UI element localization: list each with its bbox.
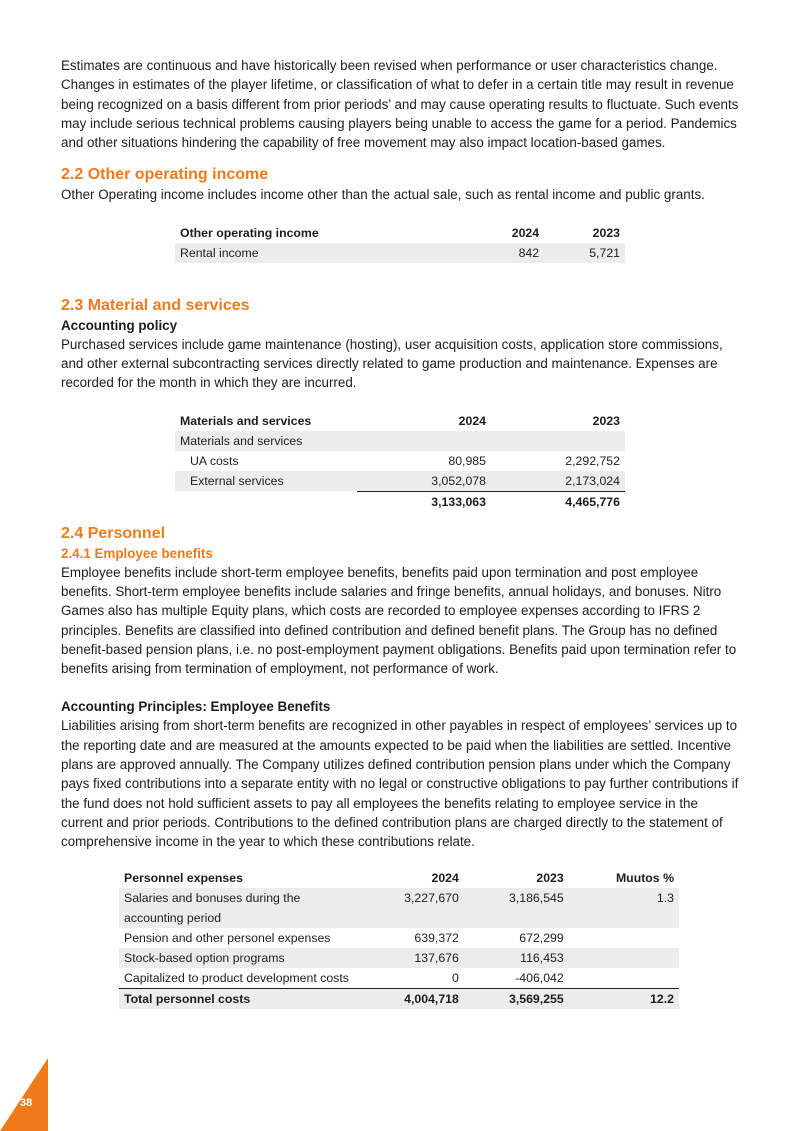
page-number: 38: [20, 1097, 33, 1109]
table-header-cell: 2023: [592, 225, 620, 240]
table-cell: 672,299: [519, 930, 564, 945]
table-cell: 2,173,024: [491, 471, 625, 492]
table-cell: 3,133,063: [357, 491, 491, 512]
table-row: [175, 431, 625, 451]
table-row: [119, 888, 679, 928]
table-header-row: [119, 868, 679, 888]
materials-services-text: Purchased services include game maintenance (hosting), user acquisition costs, application store commissions, and other external subcontracting services directly related to game production and maintenance. Expenses are recorded for the month in which they are incurred.: [61, 336, 723, 391]
table-total-row: [119, 988, 679, 1009]
table-cell: 12.2: [569, 988, 679, 1009]
table-row: [119, 928, 679, 948]
table-cell: [569, 928, 679, 948]
employee-benefits-heading: 2.4.1 Employee benefits: [61, 545, 213, 561]
table-cell: [491, 431, 625, 451]
table-cell: Rental income: [175, 243, 470, 263]
table-cell: [569, 948, 679, 968]
table-row: [175, 471, 625, 492]
table-total-row: [175, 491, 625, 512]
intro-paragraph: Estimates are continuous and have historically been revised when performance or user characteristics change. Changes in estimates of the player lifetime, or classification of what to defer in a certain title may result in revenue being recognized on a basis different from prior periods’ and may cause operating results to fluctuate. Such events may include serious technical problems causing players being unable to access the game for a period. Pandemics and other situations hindering the capability of free movement may also impact location-based games.: [61, 58, 739, 151]
table-cell: External services: [175, 471, 357, 492]
employee-benefits-text: Employee benefits include short-term employee benefits, benefits paid upon termination and post employee benefits. Short-term employee benefits include salaries and fringe benefits, annual holidays, and bonuses. Nitro Games also has multiple Equity plans, which costs are recorded to employee expenses according to IFRS 2 principles. Benefits are classified into defined contribution and defined benefit plans. The Group has no defined benefit-based pension plans, i.e. no post-employment payment obligations. Benefits paid upon termination refer to benefits arising from termination of employment, not performance of work.: [61, 564, 737, 677]
section-heading-personnel: 2.4 Personnel: [61, 524, 166, 542]
table-cell: Stock-based option programs: [119, 948, 359, 968]
table-cell: [357, 431, 491, 451]
table-cell: 842: [470, 243, 544, 263]
table-cell: Materials and services: [175, 431, 357, 451]
table-header-row: [175, 223, 625, 243]
table-header-cell: 2024: [458, 413, 486, 428]
table-cell: UA costs: [190, 453, 239, 468]
table-cell: 80,985: [448, 453, 486, 468]
table-cell: Total personnel costs: [119, 988, 359, 1009]
page-corner-triangle: [0, 1058, 48, 1131]
table-header-cell: 2024: [431, 870, 459, 885]
table-cell: 2,292,752: [565, 453, 620, 468]
accounting-policy-heading: Accounting policy: [61, 317, 178, 333]
accounting-principles-heading: Accounting Principles: Employee Benefits: [61, 699, 331, 715]
table-cell: -406,042: [515, 970, 564, 985]
table-cell: 1.3: [569, 888, 679, 928]
table-row: [119, 968, 679, 989]
personnel-expenses-table: [119, 868, 679, 1009]
table-header-cell: Muutos %: [615, 870, 674, 885]
table-cell: 3,227,670: [359, 888, 464, 928]
table-cell: 116,453: [464, 948, 569, 968]
accounting-principles-text: Liabilities arising from short-term benefits are recognized in other payables in respect of employees’ services up to the reporting date and are measured at the amounts expected to be paid when the liabilities are settled. Incentive plans are approved annually. The Company utilizes defined contribution pension plans under which the Company pays fixed contributions into a separate entity with no legal or constructive obligations to pay further contributions if the fund does not hold sufficient assets to pay all employees the benefits relating to employee service in the current and prior periods. Contributions to the defined contribution plans are charged directly to the statement of comprehensive income in the year to which these contributions relate.: [61, 718, 739, 850]
table-cell: Salaries and bonuses during the accounting period: [119, 888, 359, 928]
materials-services-table: [175, 411, 625, 512]
table-cell: 137,676: [359, 948, 464, 968]
table-header-cell: 2024: [511, 225, 540, 240]
table-header-row: [175, 411, 625, 431]
table-cell: 639,372: [414, 930, 459, 945]
table-cell: 4,465,776: [491, 491, 625, 512]
table-cell: 0: [452, 970, 459, 985]
table-cell: [175, 491, 357, 512]
table-cell: [569, 968, 679, 989]
table-row: [175, 243, 625, 263]
table-row: [175, 451, 625, 471]
table-cell: Capitalized to product development costs: [124, 970, 349, 985]
section-heading-materials-services: 2.3 Material and services: [61, 296, 250, 314]
table-header-cell: Materials and services: [180, 413, 312, 428]
table-row: [119, 948, 679, 968]
table-header-cell: 2023: [592, 413, 620, 428]
table-header-cell: Personnel expenses: [124, 870, 243, 885]
table-cell: 3,052,078: [357, 471, 491, 492]
table-cell: 3,186,545: [464, 888, 569, 928]
section-heading-other-operating-income: 2.2 Other operating income: [61, 166, 269, 184]
page-content: [61, 56, 741, 1009]
other-operating-income-text: Other Operating income includes income other than the actual sale, such as rental income and public grants.: [61, 187, 705, 203]
other-operating-income-table: [175, 223, 625, 263]
table-cell: 5,721: [544, 243, 625, 263]
table-cell: 3,569,255: [464, 988, 569, 1009]
table-cell: Pension and other personel expenses: [124, 930, 331, 945]
table-header-cell: 2023: [536, 870, 564, 885]
table-cell: 4,004,718: [359, 988, 464, 1009]
table-header-cell: Other operating income: [180, 225, 319, 240]
